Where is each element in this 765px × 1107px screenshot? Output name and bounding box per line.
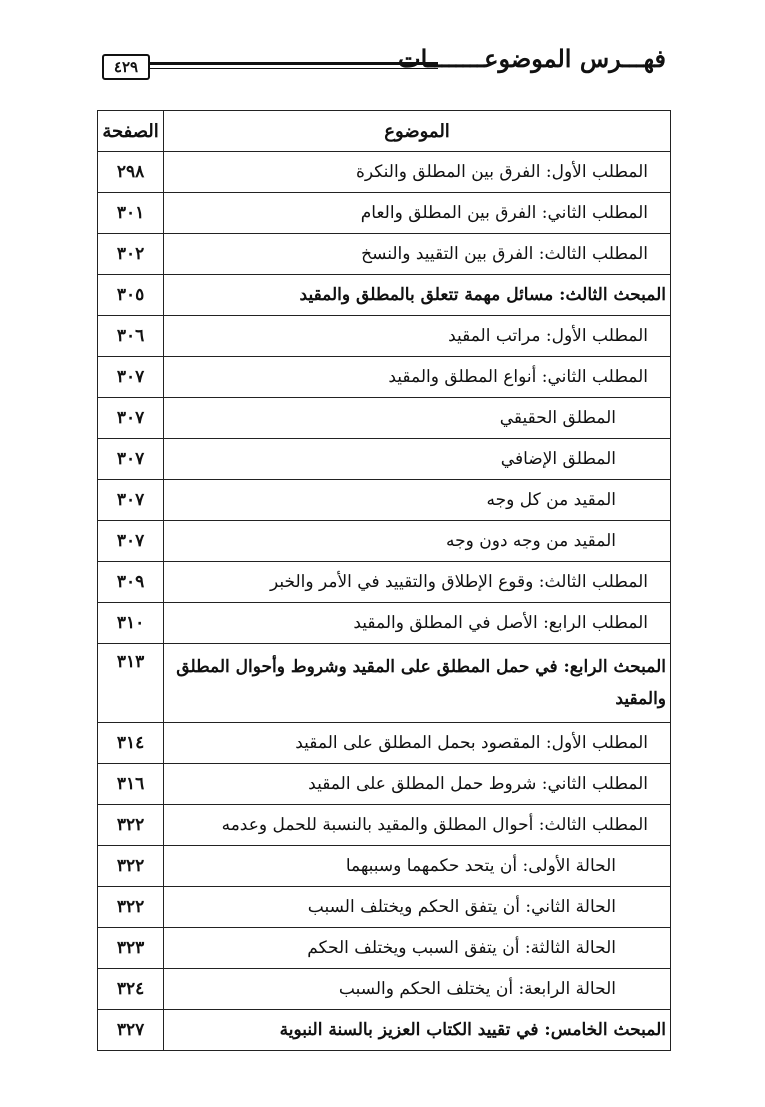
toc-entry-page: ٣٠٧ — [98, 521, 164, 562]
toc-entry-page: ٣٠٦ — [98, 316, 164, 357]
toc-entry-topic[interactable]: الحالة الرابعة: أن يختلف الحكم والسبب — [164, 969, 671, 1010]
page-title: فهـــرس الموضوعــــــــات — [397, 44, 666, 73]
table-row — [98, 275, 671, 316]
table-row — [98, 887, 671, 928]
toc-entry-page: ٣٢٢ — [98, 805, 164, 846]
table-row — [98, 723, 671, 764]
header-rule-thin — [144, 68, 438, 69]
table-row — [98, 234, 671, 275]
table-row — [98, 764, 671, 805]
toc-entry-page: ٣٠٧ — [98, 357, 164, 398]
toc-entry-topic[interactable]: الحالة الثاني: أن يتفق الحكم ويختلف السبب — [164, 887, 671, 928]
toc-entry-page: ٣٢٢ — [98, 846, 164, 887]
page-header — [98, 44, 670, 84]
toc-entry-topic[interactable]: المطلب الثالث: أحوال المطلق والمقيد بالنسبة للحمل وعدمه — [164, 805, 671, 846]
column-header-page: الصفحة — [98, 111, 164, 152]
toc-entry-page: ٣٠٢ — [98, 234, 164, 275]
table-row — [98, 562, 671, 603]
toc-entry-topic[interactable]: المطلق الحقيقي — [164, 398, 671, 439]
toc-entry-topic[interactable]: المطلب الأول: المقصود بحمل المطلق على المقيد — [164, 723, 671, 764]
table-row — [98, 521, 671, 562]
table-header-row — [98, 111, 671, 152]
header-rule-thick — [144, 62, 438, 65]
toc-entry-page: ٣٠٧ — [98, 439, 164, 480]
toc-entry-page: ٣٢٤ — [98, 969, 164, 1010]
toc-entry-topic[interactable]: المطلب الأول: مراتب المقيد — [164, 316, 671, 357]
toc-entry-topic[interactable]: المبحث الثالث: مسائل مهمة تتعلق بالمطلق والمقيد — [164, 275, 671, 316]
toc-entry-page: ٣٠٧ — [98, 398, 164, 439]
toc-entry-page: ٣١٦ — [98, 764, 164, 805]
table-row — [98, 805, 671, 846]
toc-entry-page: ٣١٣ — [98, 644, 164, 723]
toc-entry-topic[interactable]: المطلب الثالث: الفرق بين التقييد والنسخ — [164, 234, 671, 275]
table-row — [98, 928, 671, 969]
toc-entry-page: ٣٢٢ — [98, 887, 164, 928]
toc-entry-topic[interactable]: المطلب الرابع: الأصل في المطلق والمقيد — [164, 603, 671, 644]
table-row — [98, 193, 671, 234]
toc-entry-topic[interactable]: المقيد من وجه دون وجه — [164, 521, 671, 562]
table-row — [98, 152, 671, 193]
page-number-badge: ٤٢٩ — [102, 54, 150, 80]
table-row — [98, 846, 671, 887]
toc-entry-topic[interactable]: المبحث الخامس: في تقييد الكتاب العزيز بالسنة النبوية — [164, 1010, 671, 1051]
toc-table — [97, 110, 671, 1051]
table-row — [98, 480, 671, 521]
table-row — [98, 316, 671, 357]
toc-entry-page: ٢٩٨ — [98, 152, 164, 193]
toc-entry-topic[interactable]: الحالة الأولى: أن يتحد حكمهما وسببهما — [164, 846, 671, 887]
toc-entry-topic[interactable]: المطلق الإضافي — [164, 439, 671, 480]
toc-entry-topic[interactable]: المطلب الثاني: شروط حمل المطلق على المقيد — [164, 764, 671, 805]
table-row — [98, 439, 671, 480]
table-row — [98, 1010, 671, 1051]
toc-entry-page: ٣٢٣ — [98, 928, 164, 969]
toc-entry-topic[interactable]: المطلب الثاني: الفرق بين المطلق والعام — [164, 193, 671, 234]
table-row — [98, 398, 671, 439]
table-row — [98, 644, 671, 723]
toc-entry-page: ٣٠٩ — [98, 562, 164, 603]
toc-entry-topic[interactable]: المطلب الأول: الفرق بين المطلق والنكرة — [164, 152, 671, 193]
toc-entry-topic[interactable]: المطلب الثالث: وقوع الإطلاق والتقييد في الأمر والخبر — [164, 562, 671, 603]
column-header-topic: الموضوع — [164, 111, 671, 152]
table-row — [98, 357, 671, 398]
toc-entry-page: ٣١٠ — [98, 603, 164, 644]
toc-entry-page: ٣٠١ — [98, 193, 164, 234]
toc-entry-topic[interactable]: المطلب الثاني: أنواع المطلق والمقيد — [164, 357, 671, 398]
toc-entry-page: ٣٠٥ — [98, 275, 164, 316]
toc-entry-page: ٣٢٧ — [98, 1010, 164, 1051]
toc-entry-page: ٣١٤ — [98, 723, 164, 764]
toc-entry-topic[interactable]: المقيد من كل وجه — [164, 480, 671, 521]
table-row — [98, 603, 671, 644]
table-row — [98, 969, 671, 1010]
toc-entry-topic[interactable]: الحالة الثالثة: أن يتفق السبب ويختلف الحكم — [164, 928, 671, 969]
toc-entry-page: ٣٠٧ — [98, 480, 164, 521]
toc-entry-topic[interactable]: المبحث الرابع: في حمل المطلق على المقيد وشروط وأحوال المطلق والمقيد — [164, 644, 671, 723]
